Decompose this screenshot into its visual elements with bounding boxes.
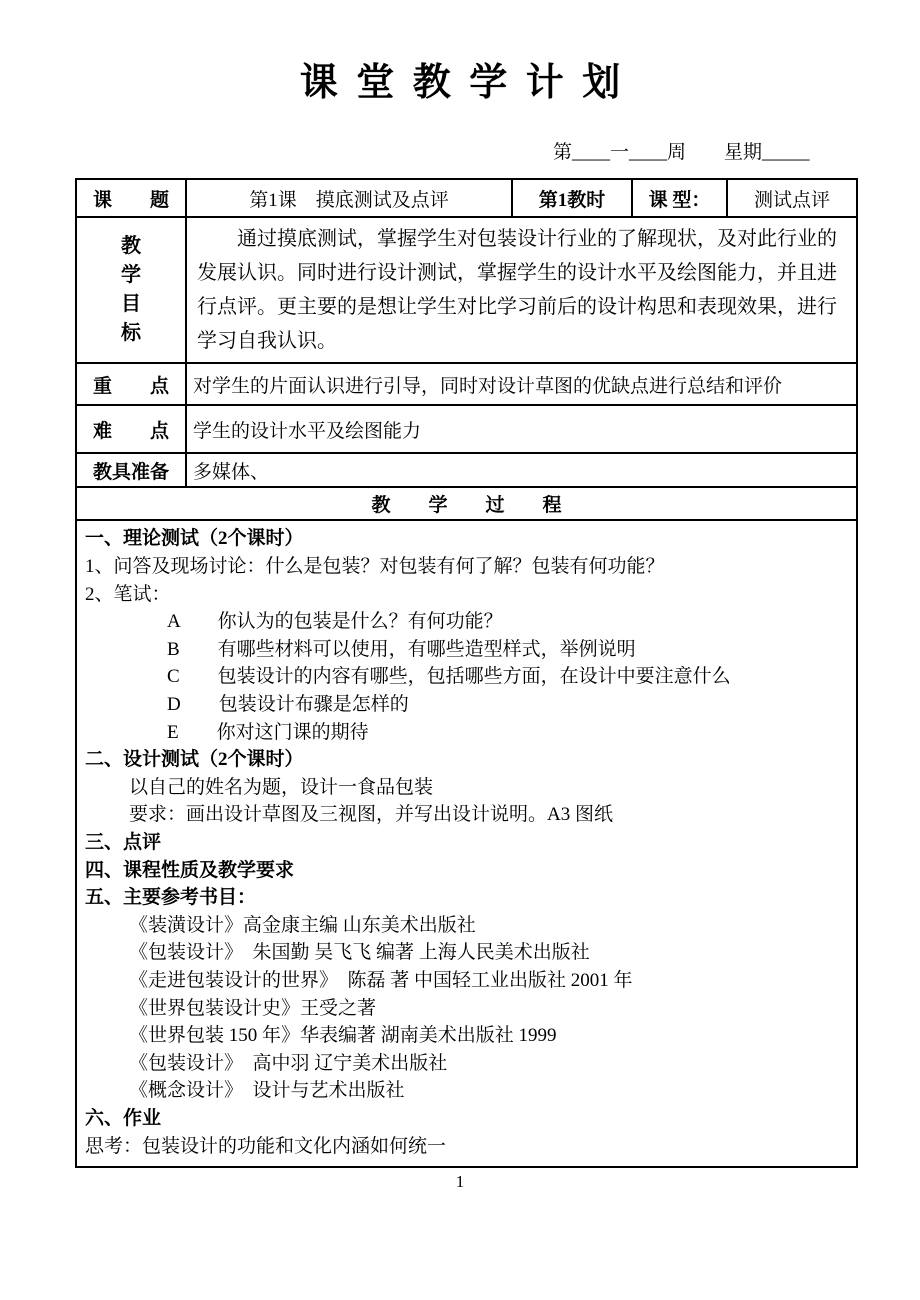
process-line: 以自己的姓名为题，设计一食品包装 <box>129 776 434 798</box>
table-row-difficulty <box>76 405 857 453</box>
process-line: E 你对这门课的期待 <box>167 721 369 743</box>
type-label: 课 型： <box>632 179 727 217</box>
period-value: 第1教时 <box>512 179 632 217</box>
process-header-label: 教 学 过 程 <box>76 487 857 520</box>
difficulty-text: 学生的设计水平及绘图能力 <box>186 405 857 453</box>
process-line: 《包装设计》 朱国勤 吴飞飞 编著 上海人民美术出版社 <box>129 942 590 964</box>
process-line: 四、课程性质及教学要求 <box>85 859 295 881</box>
aids-label: 教具准备 <box>76 453 186 487</box>
key-point-label: 重 点 <box>76 363 186 405</box>
process-line: 六、作业 <box>85 1107 162 1129</box>
page-number: 1 <box>455 1172 465 1191</box>
type-value: 测试点评 <box>727 179 857 217</box>
lesson-title: 第1课 摸底测试及点评 <box>186 179 512 217</box>
process-line: 《世界包装设计史》王受之著 <box>129 997 377 1019</box>
process-line: 一、理论测试（2个课时） <box>85 528 304 550</box>
process-line: C 包装设计的内容有哪些，包括哪些方面，在设计中要注意什么 <box>167 666 731 688</box>
table-row-goal <box>76 217 857 363</box>
table-row-process-header <box>76 487 857 520</box>
process-lines <box>85 525 848 1160</box>
process-line: 《走进包装设计的世界》 陈磊 著 中国轻工业出版社 2001 年 <box>129 969 633 991</box>
week-line: 第____一____周 星期_____ <box>553 141 810 163</box>
process-line: 二、设计测试（2个课时） <box>85 749 304 771</box>
table-row-process <box>76 520 857 1167</box>
table-row-topic <box>76 179 857 217</box>
process-line: 三、点评 <box>85 832 162 854</box>
goal-label: 教学目标 <box>121 235 141 345</box>
process-line: 《世界包装 150 年》华表编著 湖南美术出版社 1999 <box>129 1025 557 1047</box>
goal-text-cell <box>186 217 857 363</box>
process-line: B 有哪些材料可以使用，有哪些造型样式，举例说明 <box>167 638 636 660</box>
process-line: 思考：包装设计的功能和文化内涵如何统一 <box>85 1135 447 1157</box>
difficulty-label: 难 点 <box>76 405 186 453</box>
key-point-text: 对学生的片面认识进行引导，同时对设计草图的优缺点进行总结和评价 <box>186 363 857 405</box>
process-line: 《包装设计》 高中羽 辽宁美术出版社 <box>129 1052 448 1074</box>
process-line: 要求：画出设计草图及三视图，并写出设计说明。A3 图纸 <box>129 804 613 826</box>
table-row-aids <box>76 453 857 487</box>
process-cell <box>76 520 857 1167</box>
process-line: 《装潢设计》高金康主编 山东美术出版社 <box>129 914 476 936</box>
table-row-key-point <box>76 363 857 405</box>
process-line: 五、主要参考书目： <box>85 887 257 909</box>
process-line: 《概念设计》 设计与艺术出版社 <box>129 1080 405 1102</box>
topic-label: 课 题 <box>76 179 186 217</box>
process-line: 1、问答及现场讨论：什么是包装？对包装有何了解？包装有何功能？ <box>85 556 665 578</box>
process-line: 2、笔试： <box>85 583 171 605</box>
process-line: A 你认为的包装是什么？有何功能？ <box>167 611 503 633</box>
goal-text: 通过摸底测试，掌握学生对包装设计行业的了解现状，及对此行业的发展认识。同时进行设计测试，掌握学生的设计水平及绘图能力，并且进行点评。更主要的是想让学生对比学习前后的设计构思和表现效果，进行学习自我认识。 <box>197 228 837 353</box>
lesson-plan-table <box>75 178 858 1168</box>
goal-label-cell <box>76 217 186 363</box>
page-title: 课 堂 教 学 计 划 <box>299 62 621 104</box>
aids-text: 多媒体、 <box>186 453 857 487</box>
process-line: D 包装设计布骤是怎样的 <box>167 694 409 716</box>
